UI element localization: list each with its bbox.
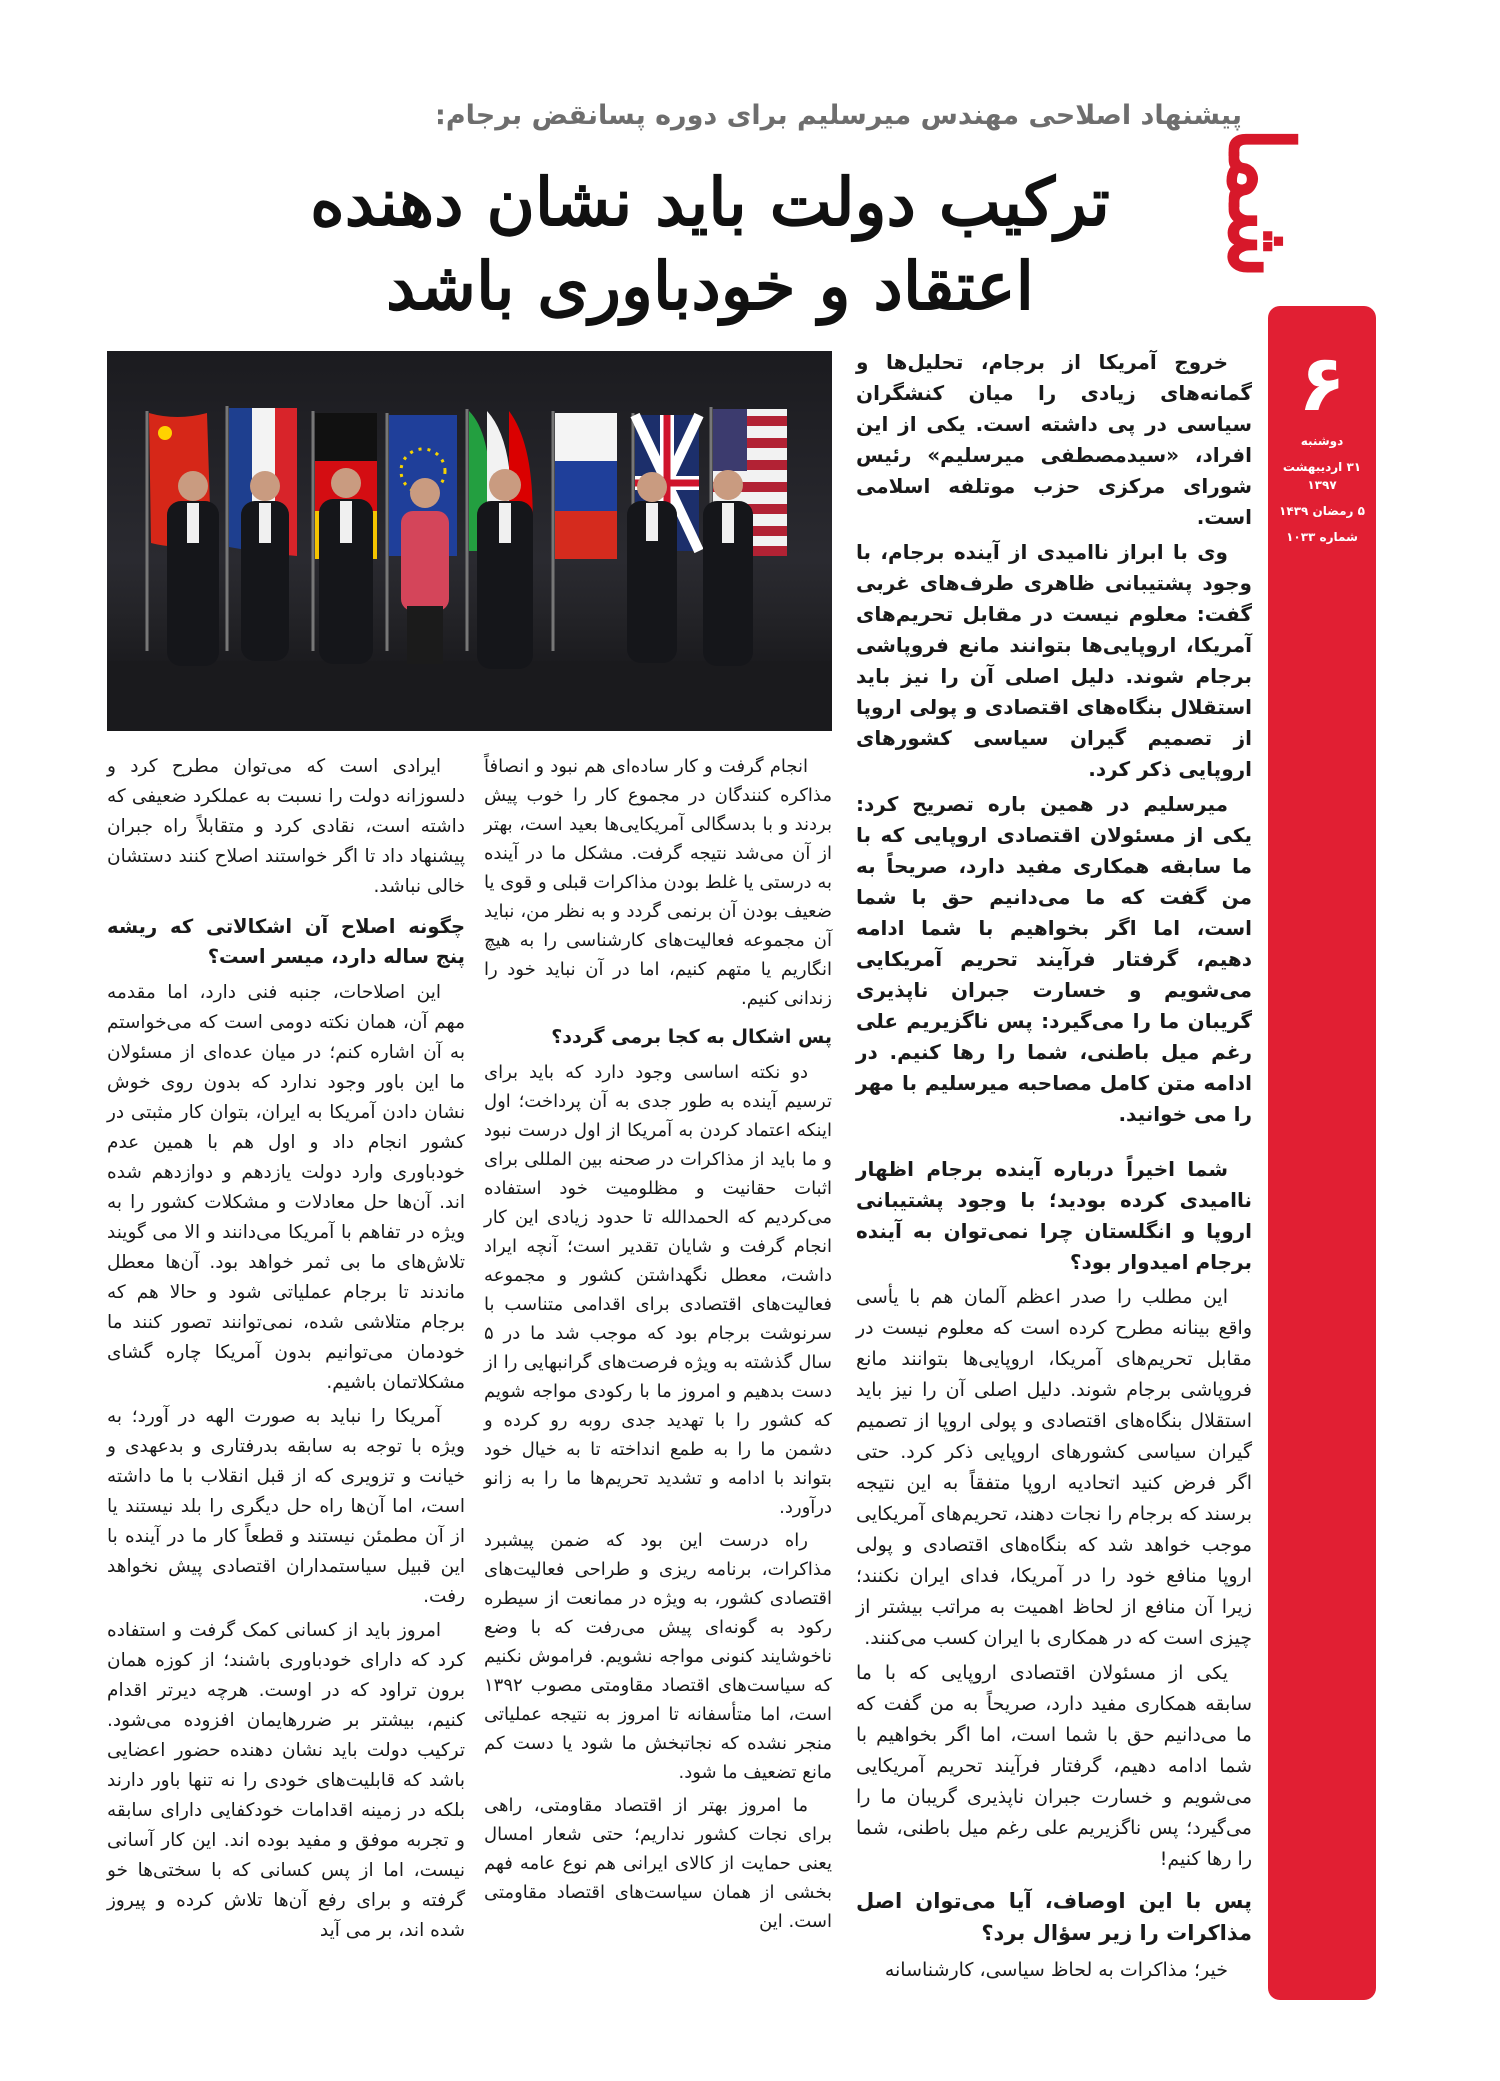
interview-question-4: چگونه اصلاح آن اشکالاتی که ریشه پنج ساله دارد، میسر است؟ [107, 915, 465, 968]
article-photo [107, 351, 832, 731]
issue-day: دوشنبه [1300, 434, 1344, 448]
column-2-paragraph-2: دو نکته اساسی وجود دارد که باید برای ترسیم آینده به طور جدی به آن پرداخت؛ اول اینکه اعتماد کردن به آمریکا از اول درست نبود و ما باید از مذاکرات در صحنه بین المللی برای اثبات حقانیت و مظلومیت خود استفاده می‌کردیم که الحمدالله تا حدود زیادی این کار انجام گرفت و شایان تقدیر است؛ آنچه ایراد داشت، معطل نگهداشتن کشور و مجموعه فعالیت‌های اقتصادی برای اقدامی متناسب با سرنوشت برجام بود که موجب شد ما در ۵ سال گذشته به ویژه فرصت‌های گرانبهایی را از دست بدهیم و امروز ما با رکودی مواجه شویم که کشور را با تهدید جدی روبه رو کرده و دشمن ما را به طمع انداخته تا به خیال خود بتواند با ادامه و تشدید تحریم‌ها ما را به زانو درآورد. [484, 1062, 832, 1518]
column-3-paragraph-2: این اصلاحات، جنبه فنی دارد، اما مقدمه مهم آن، همان نکته دومی است که می‌خواستم به آن اشاره کنم؛ در میان عده‌ای از مسئولان ما این باور وجود ندارد که بدون روی خوش نشان دادن آمریکا به ایران، بتوان کار مثبتی در کشور انجام داد و اول هم با همین عدم خودباوری وارد دولت یازدهم و دوازدهم شده اند. آن‌ها حل معادلات و مشکلات کشور را به ویژه در تفاهم با آمریکا می‌دانند و الا می گویند تلاش‌های ما بی ثمر خواهد بود. آن‌ها معطل ماندند تا برجام عملیاتی شود و حالا هم که برجام متلاشی شده، نمی‌توانند تصور کنند ما خودمان می‌توانیم بدون آمریکا چاره گشای مشکلاتمان باشیم. [107, 982, 465, 1393]
headline-line-1: ترکیب دولت باید نشان دهنده [310, 163, 1110, 241]
issue-number: شماره ۱۰۳۳ [1286, 530, 1358, 544]
interview-question-3: پس اشکال به کجا برمی گردد؟ [551, 1026, 832, 1048]
page-number: ۶ [1298, 339, 1346, 429]
headline-line-2: اعتقاد و خودباوری باشد [386, 247, 1034, 325]
article-column-1 [856, 347, 1252, 1990]
column-2-paragraph-3: راه درست این بود که ضمن پیشبرد مذاکرات، برنامه ریزی و طراحی فعالیت‌های اقتصادی کشور، به ویژه در ممانعت از سیطره رکود به گونه‌ای پیش می‌رفت که با وضع ناخوشایند کنونی مواجه نشویم. فراموش نکنیم که سیاست‌های اقتصاد مقاومتی مصوب ۱۳۹۲ است، اما متأسفانه تا امروز به نتیجه عملیاتی منجر نشده که نجاتبخش ما شود یا دست کم مانع تضعیف ما شود. [484, 1530, 832, 1783]
flag-russia [553, 411, 617, 651]
lead-paragraph-3: میرسلیم در همین باره تصریح کرد: یکی از مسئولان اقتصادی اروپایی که با ما سابقه همکاری مفید دارد، صریحاً به من گفت که ما می‌دانیم حق با شما است، اما اگر بخواهیم با شما ادامه دهیم، گرفتار فرآیند تحریم آمریکایی می‌شویم و خسارت جبران ناپذیری گریبان ما را می‌گیرد: پس ناگزیریم علی رغم میل باطنی، شما را رها کنیم. در ادامه متن کامل مصاحبه میرسلیم با مهر را می خوانید. [856, 792, 1252, 1126]
interview-answer-2-start: خیر؛ مذاکرات به لحاظ سیاسی، کارشناسانه [884, 1959, 1228, 1981]
interview-answer-1b: یکی از مسئولان اقتصادی اروپایی که با ما سابقه همکاری مفید دارد، صریحاً به من گفت که ما می‌دانیم حق با شما است، اما اگر بخواهیم با شما ادامه دهیم، گرفتار فرآیند تحریم آمریکایی می‌شویم و خسارت جبران ناپذیری گریبان ما را می‌گیرد؛ پس ناگزیریم علی رغم میل باطنی، شما را رها کنیم! [856, 1662, 1252, 1870]
column-3-paragraph-1: ایرادی است که می‌توان مطرح کرد و دلسوزانه دولت را نسبت به عملکرد ضعیفی که داشته است، نقادی کرد و متقابلاً راه جبران پیشنهاد داد تا اگر خواستند اصلاح کنند دستشان خالی نباشد. [107, 756, 465, 897]
photo-illustration [107, 351, 832, 731]
article-headline [300, 160, 1120, 328]
column-2-paragraph-1: انجام گرفت و کار ساده‌ای هم نبود و انصافاً مذاکره کنندگان در مجموع کار را خوب پیش بردند و با بدسگالی آمریکایی‌ها بعید است، بهتر از آن می‌شد نتیجه گرفت. مشکل ما در آینده به درستی یا غلط بودن مذاکرات قبلی و قوی یا ضعیف بودن آن برنمی گردد و به نظر من، نباید آن مجموعه فعالیت‌های کارشناسی را به هیچ انگاریم یا متهم کنیم، اما در آن نباید خود را زندانی کنیم. [484, 756, 832, 1009]
column-3-paragraph-4: امروز باید از کسانی کمک گرفت و استفاده کرد که دارای خودباوری باشند؛ از کوزه همان برون تراود که در اوست. هرچه دیرتر اقدام کنیم، بیشتر بر ضررهایمان افزوده می‌شود. ترکیب دولت باید نشان دهنده حضور اعضایی باشد که قابلیت‌های خودی را نه تنها باور دارند بلکه در زمینه اقدامات خودکفایی دارای سابقه و تجربه موفق و مفید بوده اند. این کار آسانی نیست، اما از پس کسانی که با سختی‌ها خو گرفته و برای رفع آن‌ها تلاش کرده و پیروز شده اند، بر می آید [107, 1620, 465, 1941]
interview-question-2: پس با این اوصاف، آیا می‌توان اصل مذاکرات را زیر سؤال برد؟ [856, 1889, 1252, 1945]
interview-question-1: شما اخیراً درباره آینده برجام اظهار ناامیدی کرده بودید؛ با وجود پشتیبانی اروپا و انگلستان چرا نمی‌توان به آینده برجام امیدوار بود؟ [856, 1157, 1252, 1274]
page-info-strip [1268, 306, 1376, 2000]
stage-floor [107, 661, 832, 731]
column-3-paragraph-3: آمریکا را نباید به صورت الهه در آورد؛ به ویژه با توجه به سابقه بدرفتاری و بدعهدی و خیانت و تزویری که از قبل انقلاب با ما داشته است، اما آن‌ها راه حل دیگری را بلد نیستند یا از آن مطمئن نیستند و قطعاً کار ما در آینده با این قبیل سیاستمداران اقتصادی پیش نخواهد رفت. [107, 1406, 465, 1607]
article-column-2 [484, 752, 832, 1940]
issue-date-lunar: ۵ رمضان ۱۴۳۹ [1279, 504, 1365, 518]
lead-paragraph-2: وی با ابراز ناامیدی از آینده برجام، با وجود پشتیبانی ظاهری طرف‌های غربی گفت: معلوم نیست در مقابل تحریم‌های آمریکا، اروپایی‌ها بتوانند مانع فروپاشی برجام شوند. دلیل اصلی آن را نیز باید استقلال بنگاه‌های اقتصادی و پولی اروپا از تصمیم گیران سیاسی کشورهای اروپایی ذکر کرد. [856, 540, 1252, 781]
column-2-paragraph-4: ما امروز بهتر از اقتصاد مقاومتی، راهی برای نجات کشور نداریم؛ حتی شعار امسال یعنی حمایت از کالای ایرانی هم نوع عامه فهم بخشی از همان سیاست‌های اقتصاد مقاومتی است. این [484, 1795, 832, 1932]
lead-paragraph-1: خروج آمریکا از برجام، تحلیل‌ها و گمانه‌های زیادی را میان کنشگران سیاسی در پی داشته است. یکی از این افراد، «سیدمصطفی میرسلیم» رئیس شورای مرکزی حزب موتلفه اسلامی است. [856, 350, 1252, 529]
interview-answer-1: این مطلب را صدر اعظم آلمان هم با یأسی واقع بینانه مطرح کرده است که معلوم نیست در مقابل تحریم‌های آمریکا، اروپایی‌ها بتوانند مانع فروپاشی برجام شوند. دلیل اصلی آن را نیز باید استقلال بنگاه‌های اقتصادی و پولی اروپا از تصمیم گیران سیاسی کشورهای اروپایی ذکر کرد. حتی اگر فرض کنید اتحادیه اروپا متفقاً به این نتیجه برسند که برجام را نجات دهند، تحریم‌های آمریکایی موجب خواهد شد که بنگاه‌های اقتصادی و پولی اروپا منافع خود را در آمریکا، فدای ایران نکنند؛ زیرا آن منافع از لحاظ اهمیت به مراتب بیشتر از چیزی است که در همکاری با ایران کسب می‌کنند. [856, 1286, 1252, 1649]
article-column-3 [107, 752, 465, 1950]
masthead-logo: شما [1209, 127, 1313, 279]
issue-date-solar: ۳۱ اردیبهشت ۱۳۹۷ [1282, 460, 1362, 492]
article-kicker: پیشنهاد اصلاحی مهندس میرسلیم برای دوره پسانقض برجام: [435, 100, 1242, 131]
